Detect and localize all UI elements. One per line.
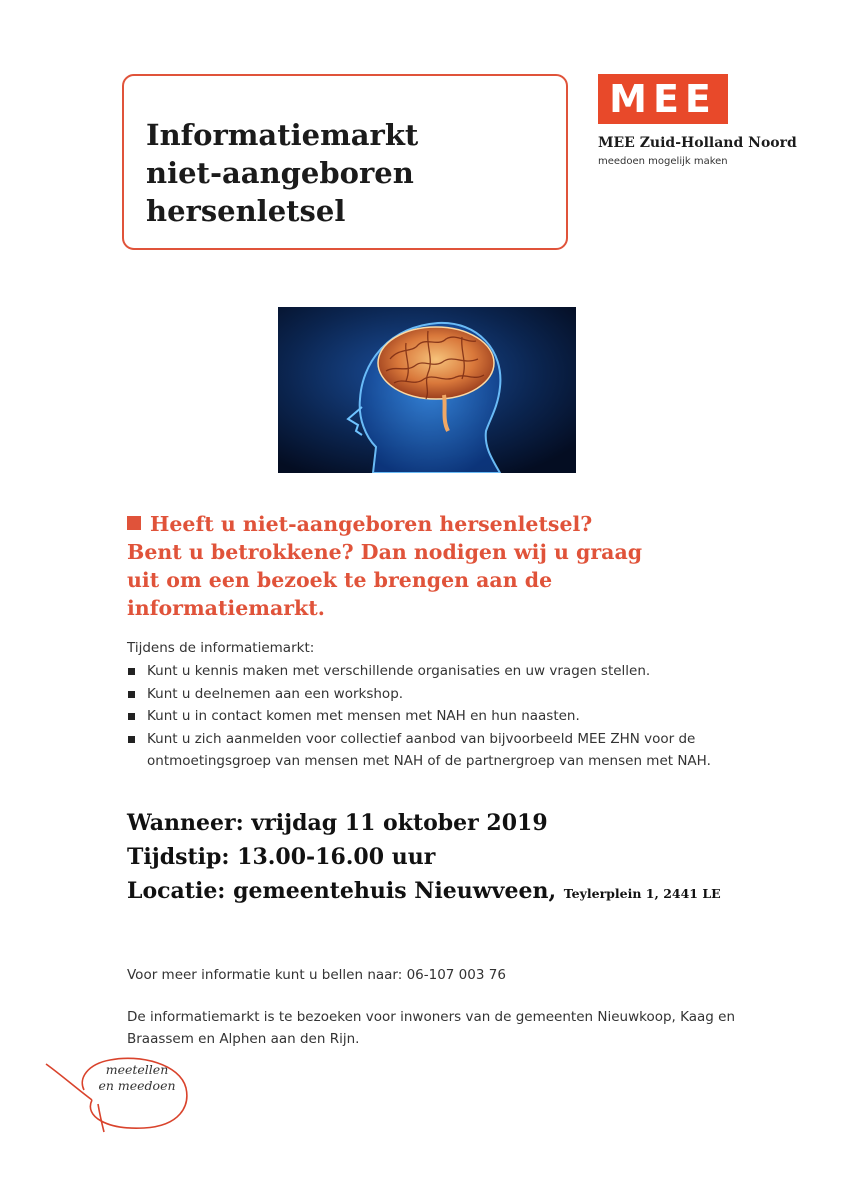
- list-item: Kunt u zich aanmelden voor collectief aanbod van bijvoorbeeld MEE ZHN voor de ontmoetingsgroep van mensen met NAH of de partnergroep van mensen met NAH.: [127, 728, 747, 773]
- intro-invitation: [127, 510, 687, 622]
- organization-tagline: meedoen mogelijk maken: [598, 156, 728, 167]
- event-time: Tijdstip: 13.00-16.00 uur: [127, 844, 436, 870]
- event-date: Wanneer: vrijdag 11 oktober 2019: [127, 810, 548, 836]
- mee-logo-mark: MEE: [609, 77, 717, 121]
- residents-info: De informatiemarkt is te bezoeken voor inwoners van de gemeenten Nieuwkoop, Kaag en Braassem en Alphen aan den Rijn.: [127, 1009, 736, 1047]
- bullet-icon: [128, 668, 135, 675]
- title-line: hersenletsel: [146, 194, 346, 228]
- intro-line: informatiemarkt.: [127, 596, 325, 620]
- slogan-text: meetellen en meedoen: [98, 1062, 176, 1093]
- slogan-stamp: [40, 1044, 200, 1134]
- activities-list: [127, 660, 747, 773]
- intro-line: Bent u betrokkene? Dan nodigen wij u graag: [127, 540, 643, 564]
- bullet-square-icon: [127, 516, 141, 530]
- title-line: Informatiemarkt: [146, 118, 419, 152]
- activities-label: Tijdens de informatiemarkt:: [127, 640, 315, 656]
- mee-logo: [598, 74, 728, 124]
- page-title: [146, 116, 418, 230]
- event-location-name: Locatie: gemeentehuis Nieuwveen,: [127, 878, 557, 904]
- list-item: Kunt u in contact komen met mensen met NAH en hun naasten.: [127, 705, 747, 728]
- intro-line: Heeft u niet-aangeboren hersenletsel?: [150, 512, 593, 536]
- event-address: Teylerplein 1, 2441 LE: [563, 886, 721, 901]
- bullet-icon: [128, 691, 135, 698]
- bullet-icon: [128, 713, 135, 720]
- list-item: Kunt u deelnemen aan een workshop.: [127, 683, 747, 706]
- intro-line: uit om een bezoek te brengen aan de: [127, 568, 553, 592]
- bullet-icon: [128, 736, 135, 743]
- brain-icon: [278, 307, 576, 473]
- title-line: niet-aangeboren: [146, 156, 414, 190]
- event-location: [127, 874, 721, 911]
- organization-name: MEE Zuid-Holland Noord: [598, 135, 797, 151]
- brain-illustration: [278, 307, 576, 473]
- event-details: [127, 806, 721, 911]
- title-box: [122, 74, 568, 250]
- contact-info: Voor meer informatie kunt u bellen naar: 06-107 003 76: [127, 967, 506, 983]
- list-item: Kunt u kennis maken met verschillende organisaties en uw vragen stellen.: [127, 660, 747, 683]
